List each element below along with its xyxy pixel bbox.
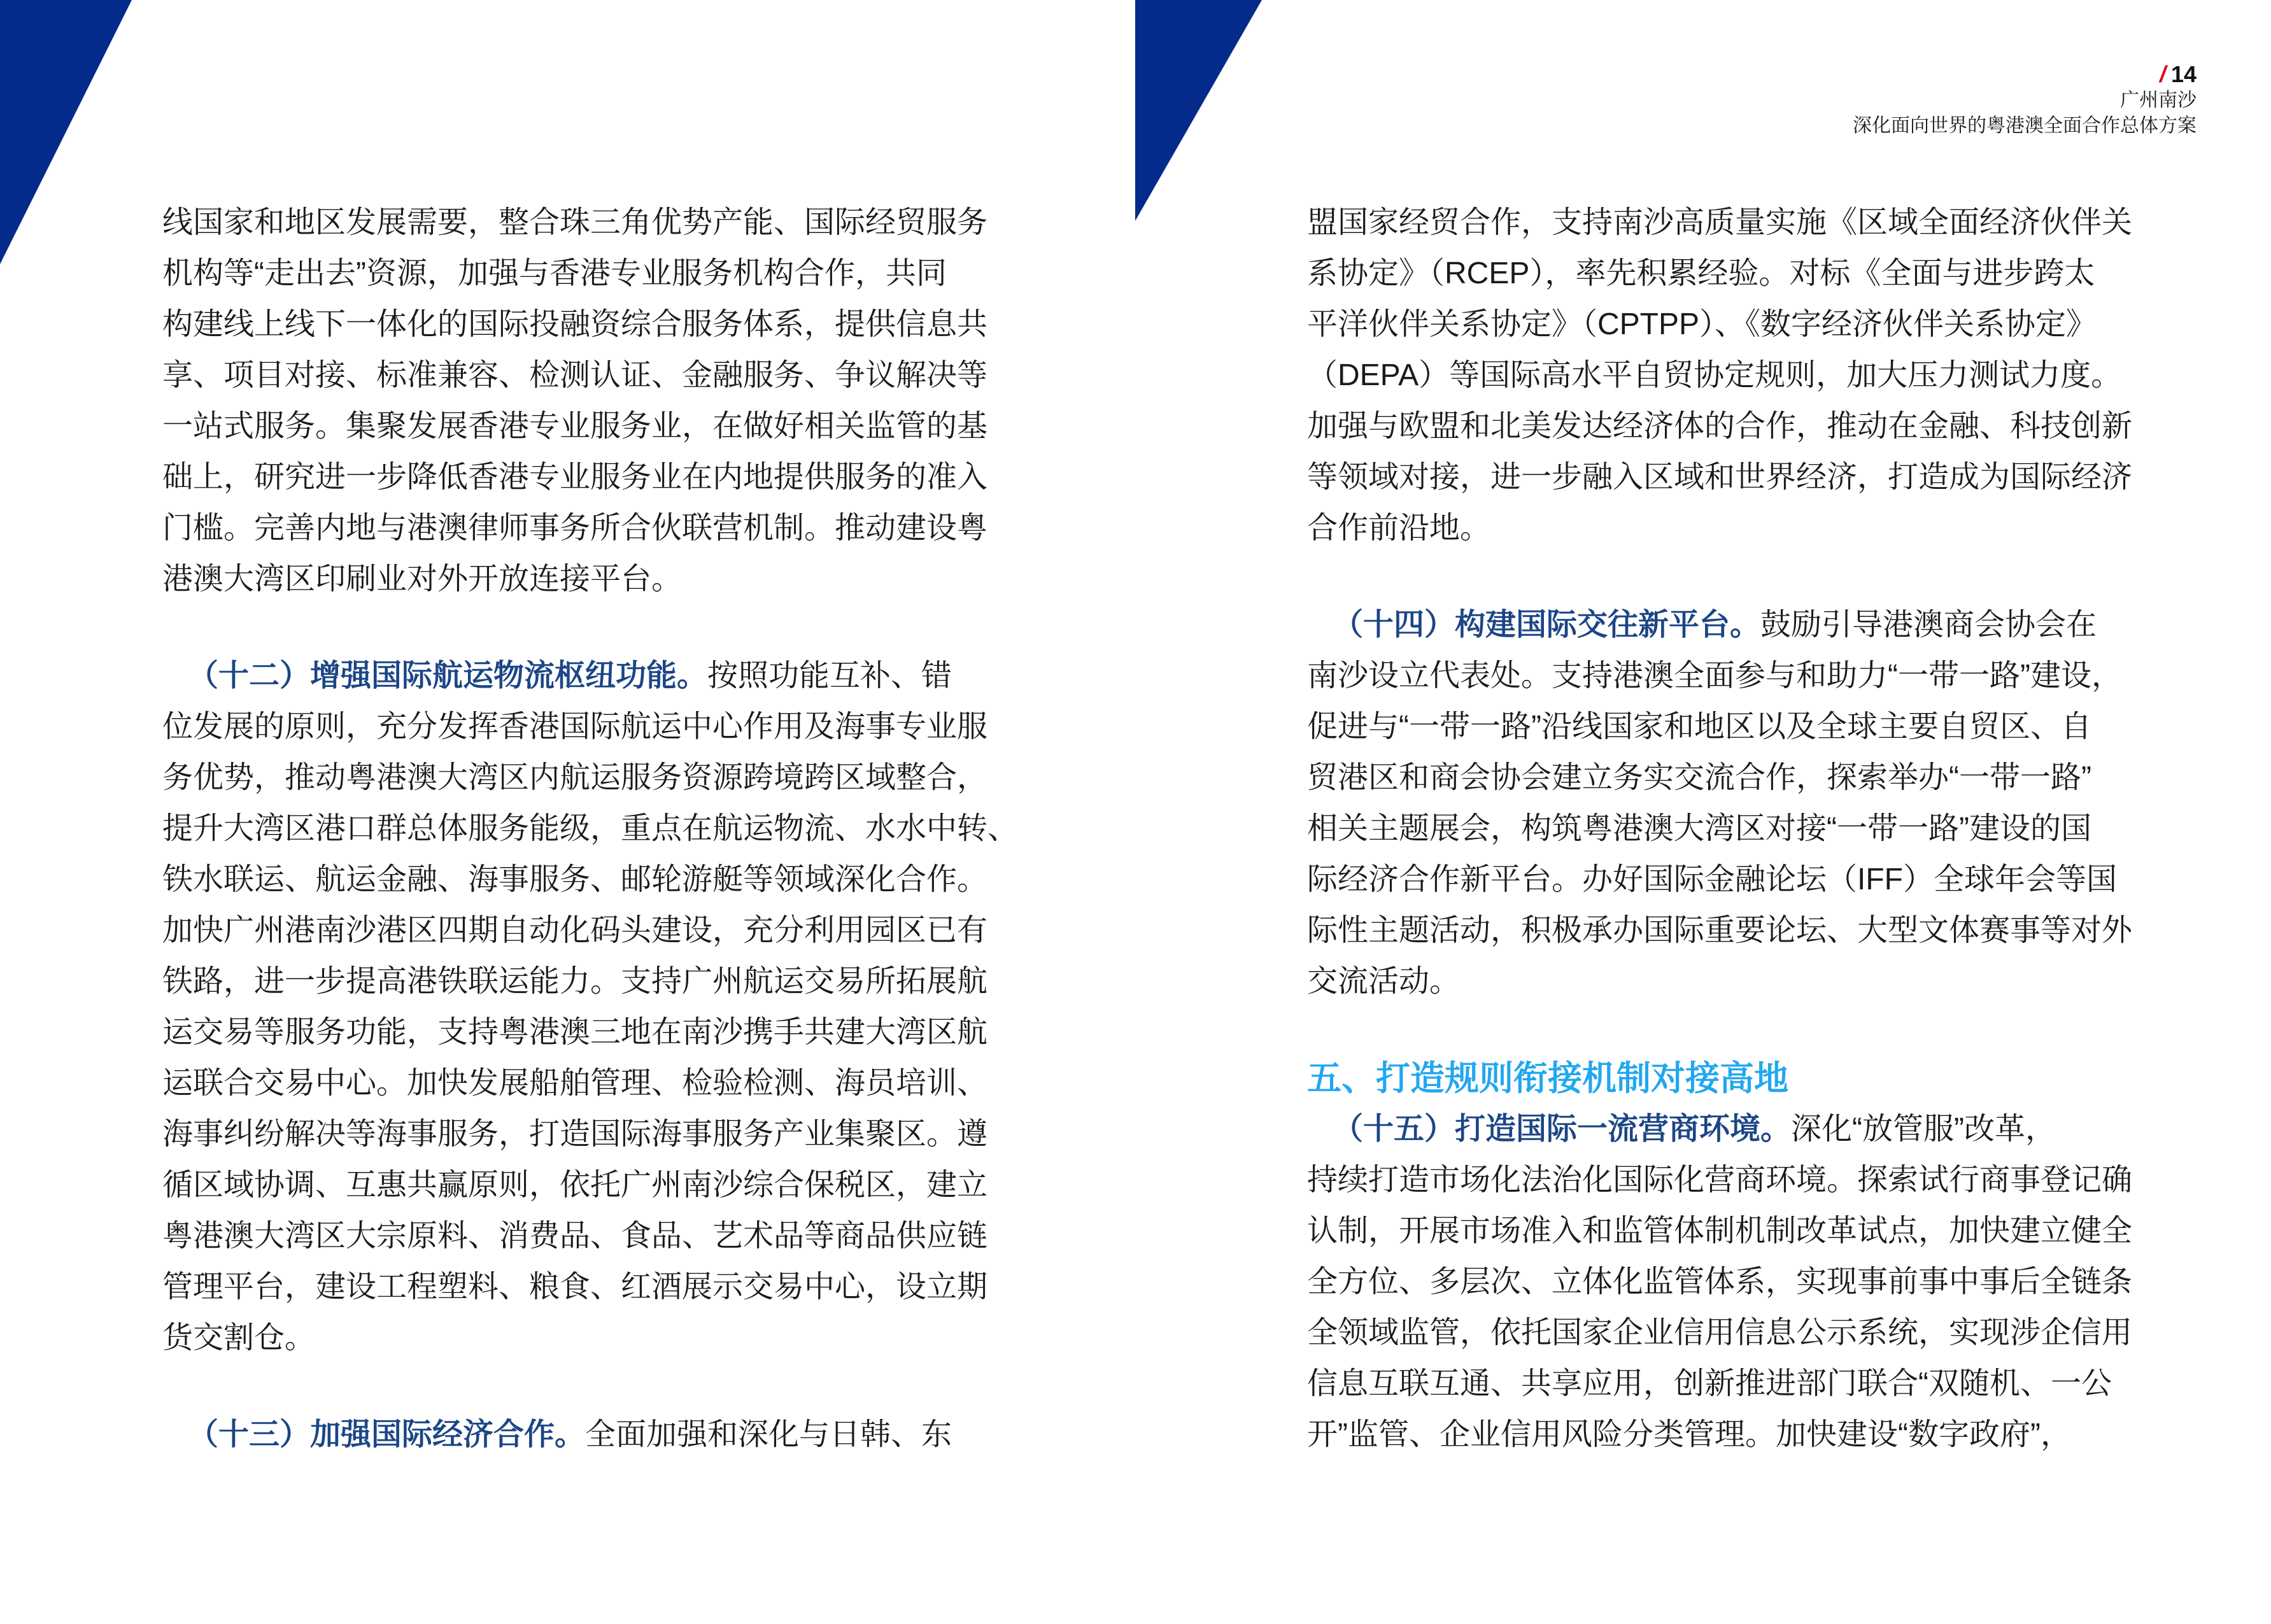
text-line: 循区域协调、互惠共赢原则，依托广州南沙综合保税区，建立 <box>162 1168 988 1202</box>
text-line: 货交割仓。 <box>162 1321 316 1355</box>
section-heading-text: 五、打造规则衔接机制对接高地 <box>1307 1059 1788 1098</box>
text-line: 铁路，进一步提高港铁联运能力。支持广州航运交易所拓展航 <box>162 964 988 998</box>
text-line: 运联合交易中心。加快发展船舶管理、检验检测、海员培训、 <box>162 1066 988 1100</box>
text-line: 相关主题展会，构筑粤港澳大湾区对接“一带一路”建设的国 <box>1307 812 2091 845</box>
paragraph-heading: （十二）增强国际航运物流枢纽功能。 <box>188 659 708 693</box>
text-line: 粤港澳大湾区大宗原料、消费品、食品、艺术品等商品供应链 <box>162 1219 988 1253</box>
page-number-slash: / <box>2159 61 2166 87</box>
document-title: 深化面向世界的粤港澳全面合作总体方案 <box>1853 115 2197 136</box>
text-line: 构建线上线下一体化的国际投融资综合服务体系，提供信息共 <box>162 307 988 341</box>
text-line: 运交易等服务功能，支持粤港澳三地在南沙携手共建大湾区航 <box>162 1015 988 1049</box>
paragraph-heading: （十五）打造国际一流营商环境。 <box>1333 1112 1792 1146</box>
paragraph-heading: （十三）加强国际经济合作。 <box>188 1418 586 1451</box>
text-line: （十三）加强国际经济合作。全面加强和深化与日韩、东 <box>188 1418 952 1451</box>
paragraph <box>1307 1104 2144 1460</box>
corner-triangle-left <box>0 0 132 264</box>
paragraph-heading: （十四）构建国际交往新平台。 <box>1333 608 1761 642</box>
text-line: 合作前沿地。 <box>1307 511 1491 545</box>
text-line: 管理平台，建设工程塑料、粮食、红酒展示交易中心，设立期 <box>162 1270 988 1304</box>
text-line: 开”监管、企业信用风险分类管理。加快建设“数字政府”， <box>1307 1418 2071 1451</box>
text-line: 线国家和地区发展需要，整合珠三角优势产能、国际经贸服务 <box>162 206 988 239</box>
text-line: 持续打造市场化法治化国际化营商环境。探索试行商事登记确 <box>1307 1163 2133 1197</box>
text-line: 平洋伙伴关系协定》（CPTPP）、《数字经济伙伴关系协定》 <box>1307 307 2097 341</box>
right-column <box>1307 197 2144 1460</box>
text-line: 交流活动。 <box>1307 964 1461 998</box>
paragraph <box>162 1409 1000 1460</box>
left-column <box>162 197 1019 1460</box>
org-name: 广州南沙 <box>2120 90 2197 111</box>
text-line: （DEPA）等国际高水平自贸协定规则，加大压力测试力度。 <box>1307 358 2122 392</box>
text-line: 促进与“一带一路”沿线国家和地区以及全球主要自贸区、自 <box>1307 710 2091 744</box>
paragraph <box>162 651 1019 1364</box>
paragraph <box>1307 600 2144 1007</box>
text-line: 系协定》（RCEP），率先积累经验。对标《全面与进步跨太 <box>1307 257 2095 290</box>
text-line: 机构等“走出去”资源，加强与香港专业服务机构合作，共同 <box>162 257 947 290</box>
text-line: （十四）构建国际交往新平台。鼓励引导港澳商会协会在 <box>1333 608 2097 642</box>
text-line: 南沙设立代表处。支持港澳全面参与和助力“一带一路”建设， <box>1307 659 2122 693</box>
text-line: 海事纠纷解决等海事服务，打造国际海事服务产业集聚区。遵 <box>162 1117 988 1151</box>
text-line: 础上，研究进一步降低香港专业服务业在内地提供服务的准入 <box>162 460 988 494</box>
text-line: 享、项目对接、标准兼容、检测认证、金融服务、争议解决等 <box>162 358 988 392</box>
page-header <box>1853 61 2197 139</box>
text-line: （十五）打造国际一流营商环境。深化“放管服”改革， <box>1333 1112 2056 1146</box>
text-line: 全领域监管，依托国家企业信用信息公示系统，实现涉企信用 <box>1307 1316 2133 1350</box>
page-number-line <box>1853 61 2197 88</box>
text-line: 提升大湾区港口群总体服务能级，重点在航运物流、水水中转、 <box>162 812 1019 845</box>
text-line: 加强与欧盟和北美发达经济体的合作，推动在金融、科技创新 <box>1307 409 2133 443</box>
text-line: 等领域对接，进一步融入区域和世界经济，打造成为国际经济 <box>1307 460 2133 494</box>
text-line: 信息互联互通、共享应用，创新推进部门联合“双随机、一公 <box>1307 1367 2112 1401</box>
text-line: 务优势，推动粤港澳大湾区内航运服务资源跨境跨区域整合， <box>162 761 988 794</box>
text-line: 认制，开展市场准入和监管体制机制改革试点，加快建立健全 <box>1307 1214 2133 1248</box>
text-line: 港澳大湾区印刷业对外开放连接平台。 <box>162 562 683 596</box>
text-line: 贸港区和商会协会建立务实交流合作，探索举办“一带一路” <box>1307 761 2091 794</box>
text-line: 门槛。完善内地与港澳律师事务所合伙联营机制。推动建设粤 <box>162 511 988 545</box>
text-line: 铁水联运、航运金融、海事服务、邮轮游艇等领域深化合作。 <box>162 863 988 896</box>
text-line: 全方位、多层次、立体化监管体系，实现事前事中事后全链条 <box>1307 1265 2133 1299</box>
text-line: 际经济合作新平台。办好国际金融论坛（IFF）全球年会等国 <box>1307 863 2117 896</box>
text-line: 位发展的原则，充分发挥香港国际航运中心作用及海事专业服 <box>162 710 988 744</box>
text-line: 一站式服务。集聚发展香港专业服务业，在做好相关监管的基 <box>162 409 988 443</box>
text-line: （十二）增强国际航运物流枢纽功能。按照功能互补、错 <box>188 659 952 693</box>
paragraph <box>1307 197 2144 554</box>
section-heading <box>1307 1053 2144 1104</box>
text-line: 盟国家经贸合作，支持南沙高质量实施《区域全面经济伙伴关 <box>1307 206 2133 239</box>
text-line: 加快广州港南沙港区四期自动化码头建设，充分利用园区已有 <box>162 914 988 947</box>
page-number: 14 <box>2170 61 2197 87</box>
header-triangle <box>1135 0 1262 221</box>
paragraph <box>162 197 1000 605</box>
text-line: 际性主题活动，积极承办国际重要论坛、大型文体赛事等对外 <box>1307 914 2133 947</box>
